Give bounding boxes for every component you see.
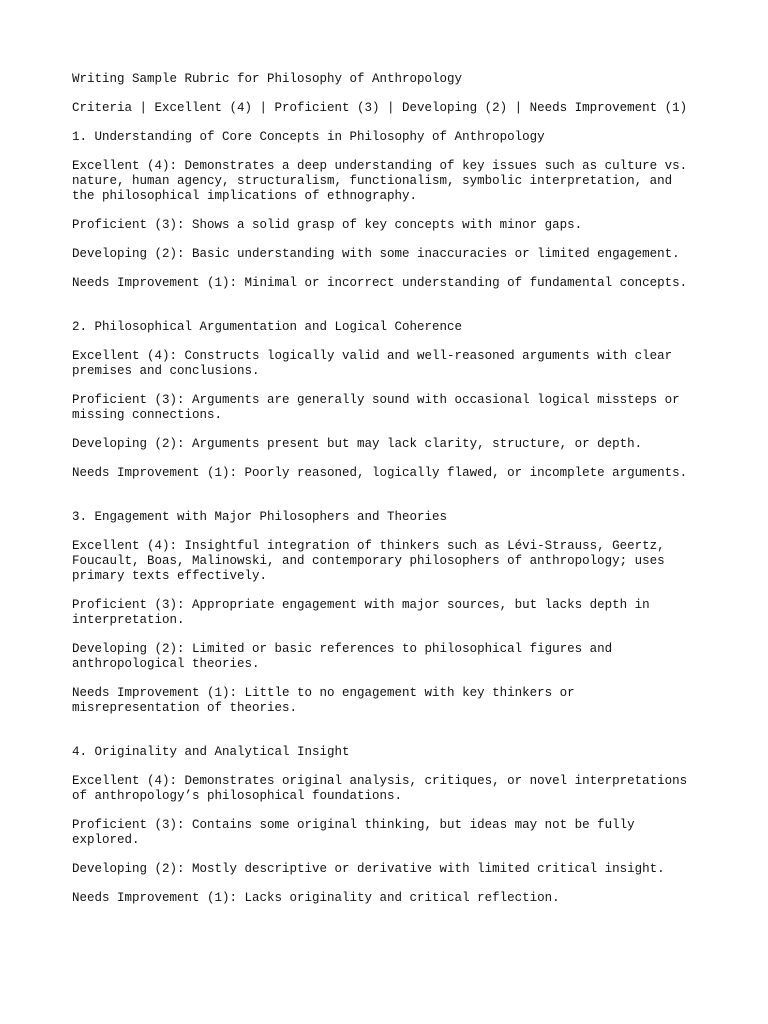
criterion-developing: Developing (2): Arguments present but may lack clarity, structure, or depth. xyxy=(72,437,643,451)
criterion-developing: Developing (2): Basic understanding with some inaccuracies or limited engagement. xyxy=(72,247,680,261)
rubric-header-row: Criteria | Excellent (4) | Proficient (3) | Developing (2) | Needs Improvement (1) xyxy=(72,101,688,115)
criterion-excellent: Excellent (4): Demonstrates original analysis, critiques, or novel interpretations of anthropology’s philosophical foundations. xyxy=(72,774,688,803)
section-heading: 3. Engagement with Major Philosophers and Theories xyxy=(72,510,448,524)
section-spacer xyxy=(72,305,702,320)
criterion-proficient: Proficient (3): Arguments are generally sound with occasional logical missteps or missing connections. xyxy=(72,393,680,422)
criterion-needs-improvement: Needs Improvement (1): Poorly reasoned, logically flawed, or incomplete arguments. xyxy=(72,466,688,480)
criterion-proficient: Proficient (3): Appropriate engagement with major sources, but lacks depth in interpretation. xyxy=(72,598,650,627)
document-title: Writing Sample Rubric for Philosophy of Anthropology xyxy=(72,72,463,86)
section-heading: 1. Understanding of Core Concepts in Philosophy of Anthropology xyxy=(72,130,545,144)
criterion-needs-improvement: Needs Improvement (1): Minimal or incorrect understanding of fundamental concepts. xyxy=(72,276,688,290)
document-page xyxy=(72,72,702,920)
criterion-excellent: Excellent (4): Constructs logically valid and well-reasoned arguments with clear premises and conclusions. xyxy=(72,349,673,378)
section-heading: 2. Philosophical Argumentation and Logical Coherence xyxy=(72,320,463,334)
criterion-excellent: Excellent (4): Demonstrates a deep understanding of key issues such as culture vs. nature, human agency, structuralism, functionalism, symbolic interpretation, and the philosophical implications of ethnography. xyxy=(72,159,688,203)
criterion-developing: Developing (2): Mostly descriptive or derivative with limited critical insight. xyxy=(72,862,665,876)
criterion-needs-improvement: Needs Improvement (1): Little to no engagement with key thinkers or misrepresentation of theories. xyxy=(72,686,575,715)
criterion-developing: Developing (2): Limited or basic references to philosophical figures and anthropological theories. xyxy=(72,642,613,671)
section-heading: 4. Originality and Analytical Insight xyxy=(72,745,350,759)
criterion-needs-improvement: Needs Improvement (1): Lacks originality and critical reflection. xyxy=(72,891,560,905)
criterion-proficient: Proficient (3): Shows a solid grasp of key concepts with minor gaps. xyxy=(72,218,583,232)
criterion-excellent: Excellent (4): Insightful integration of thinkers such as Lévi-Strauss, Geertz, Foucault, Boas, Malinowski, and contemporary philosophers of anthropology; uses primary texts effectively. xyxy=(72,539,665,583)
section-spacer xyxy=(72,730,702,745)
section-spacer xyxy=(72,495,702,510)
criterion-proficient: Proficient (3): Contains some original thinking, but ideas may not be fully explored. xyxy=(72,818,635,847)
